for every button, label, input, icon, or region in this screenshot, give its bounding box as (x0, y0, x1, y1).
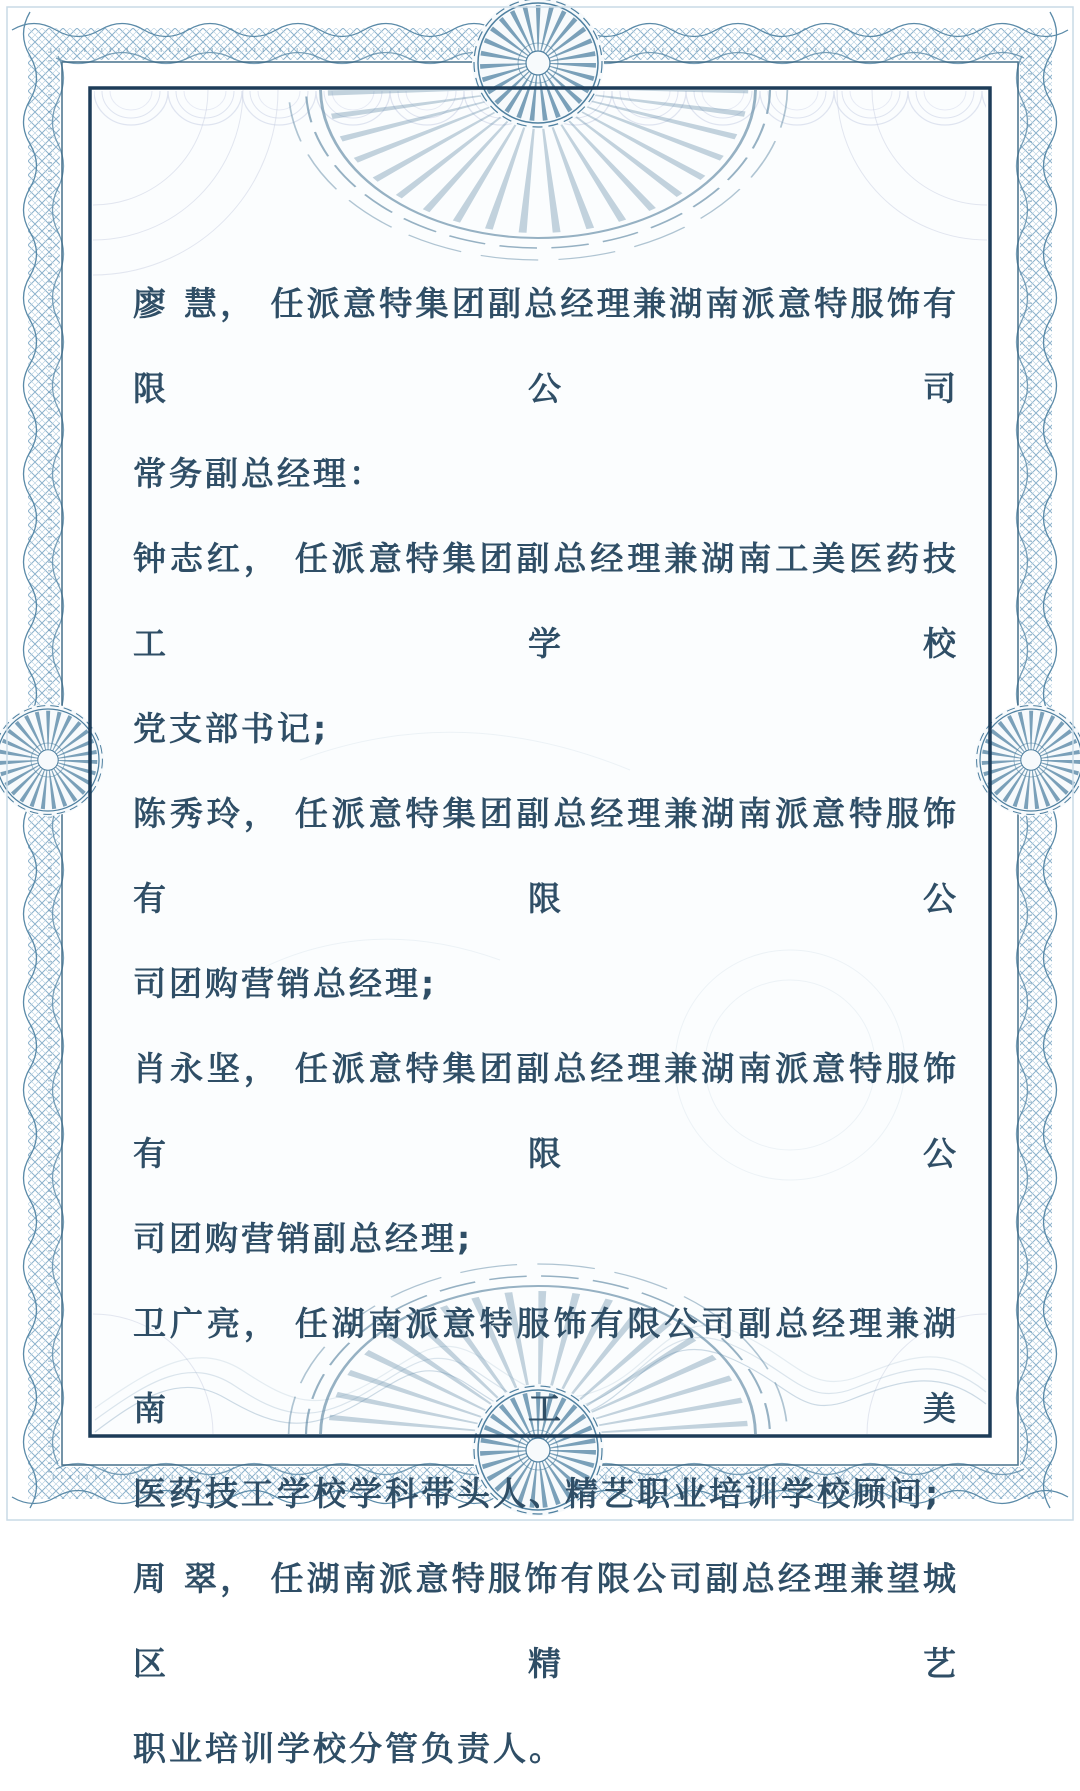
appointment-title: 任湖南派意特服饰有限公司副总经理兼望城区精艺 (133, 1559, 959, 1683)
appointment-title: 任派意特集团副总经理兼湖南工美医药技工学校 (133, 539, 960, 663)
appointment-line1 (133, 516, 959, 686)
appointment-line2: 司团购营销副总经理; (133, 1219, 474, 1258)
appointment-line1 (133, 1281, 959, 1451)
appointment-text (133, 261, 959, 1791)
appointment-line1 (133, 1026, 959, 1196)
person-name: 廖 慧， (133, 284, 257, 323)
person-name: 陈秀玲， (133, 794, 281, 833)
appointment-line2: 司团购营销总经理; (133, 964, 438, 1003)
appointment-entry (133, 771, 959, 1026)
appointment-title: 任派意特集团副总经理兼湖南派意特服饰有限公 (133, 1049, 960, 1173)
appointment-entry (133, 1281, 959, 1536)
appointment-line2: 常务副总经理： (133, 454, 385, 493)
appointment-title: 任派意特集团副总经理兼湖南派意特服饰有限公 (133, 794, 960, 918)
appointment-line1 (133, 1536, 959, 1706)
appointment-line2: 医药技工学校学科带头人、精艺职业培训学校顾问; (133, 1474, 942, 1513)
appointment-line1 (133, 261, 959, 431)
appointment-title: 任派意特集团副总经理兼湖南派意特服饰有限公司 (133, 284, 959, 408)
person-name: 卫广亮， (133, 1304, 281, 1343)
appointment-line2: 党支部书记; (133, 709, 330, 748)
appointment-line1 (133, 771, 959, 941)
appointment-title: 任湖南派意特服饰有限公司副总经理兼湖南工美 (133, 1304, 960, 1428)
person-name: 肖永坚， (133, 1049, 281, 1088)
appointment-entry (133, 261, 959, 516)
appointment-line2: 职业培训学校分管负责人。 (133, 1729, 565, 1768)
person-name: 周 翠， (133, 1559, 257, 1598)
rosette-top-icon (472, 0, 604, 129)
appointment-entry (133, 516, 959, 771)
appointment-entry (133, 1026, 959, 1281)
person-name: 钟志红， (133, 539, 281, 578)
appointment-entry (133, 1536, 959, 1791)
